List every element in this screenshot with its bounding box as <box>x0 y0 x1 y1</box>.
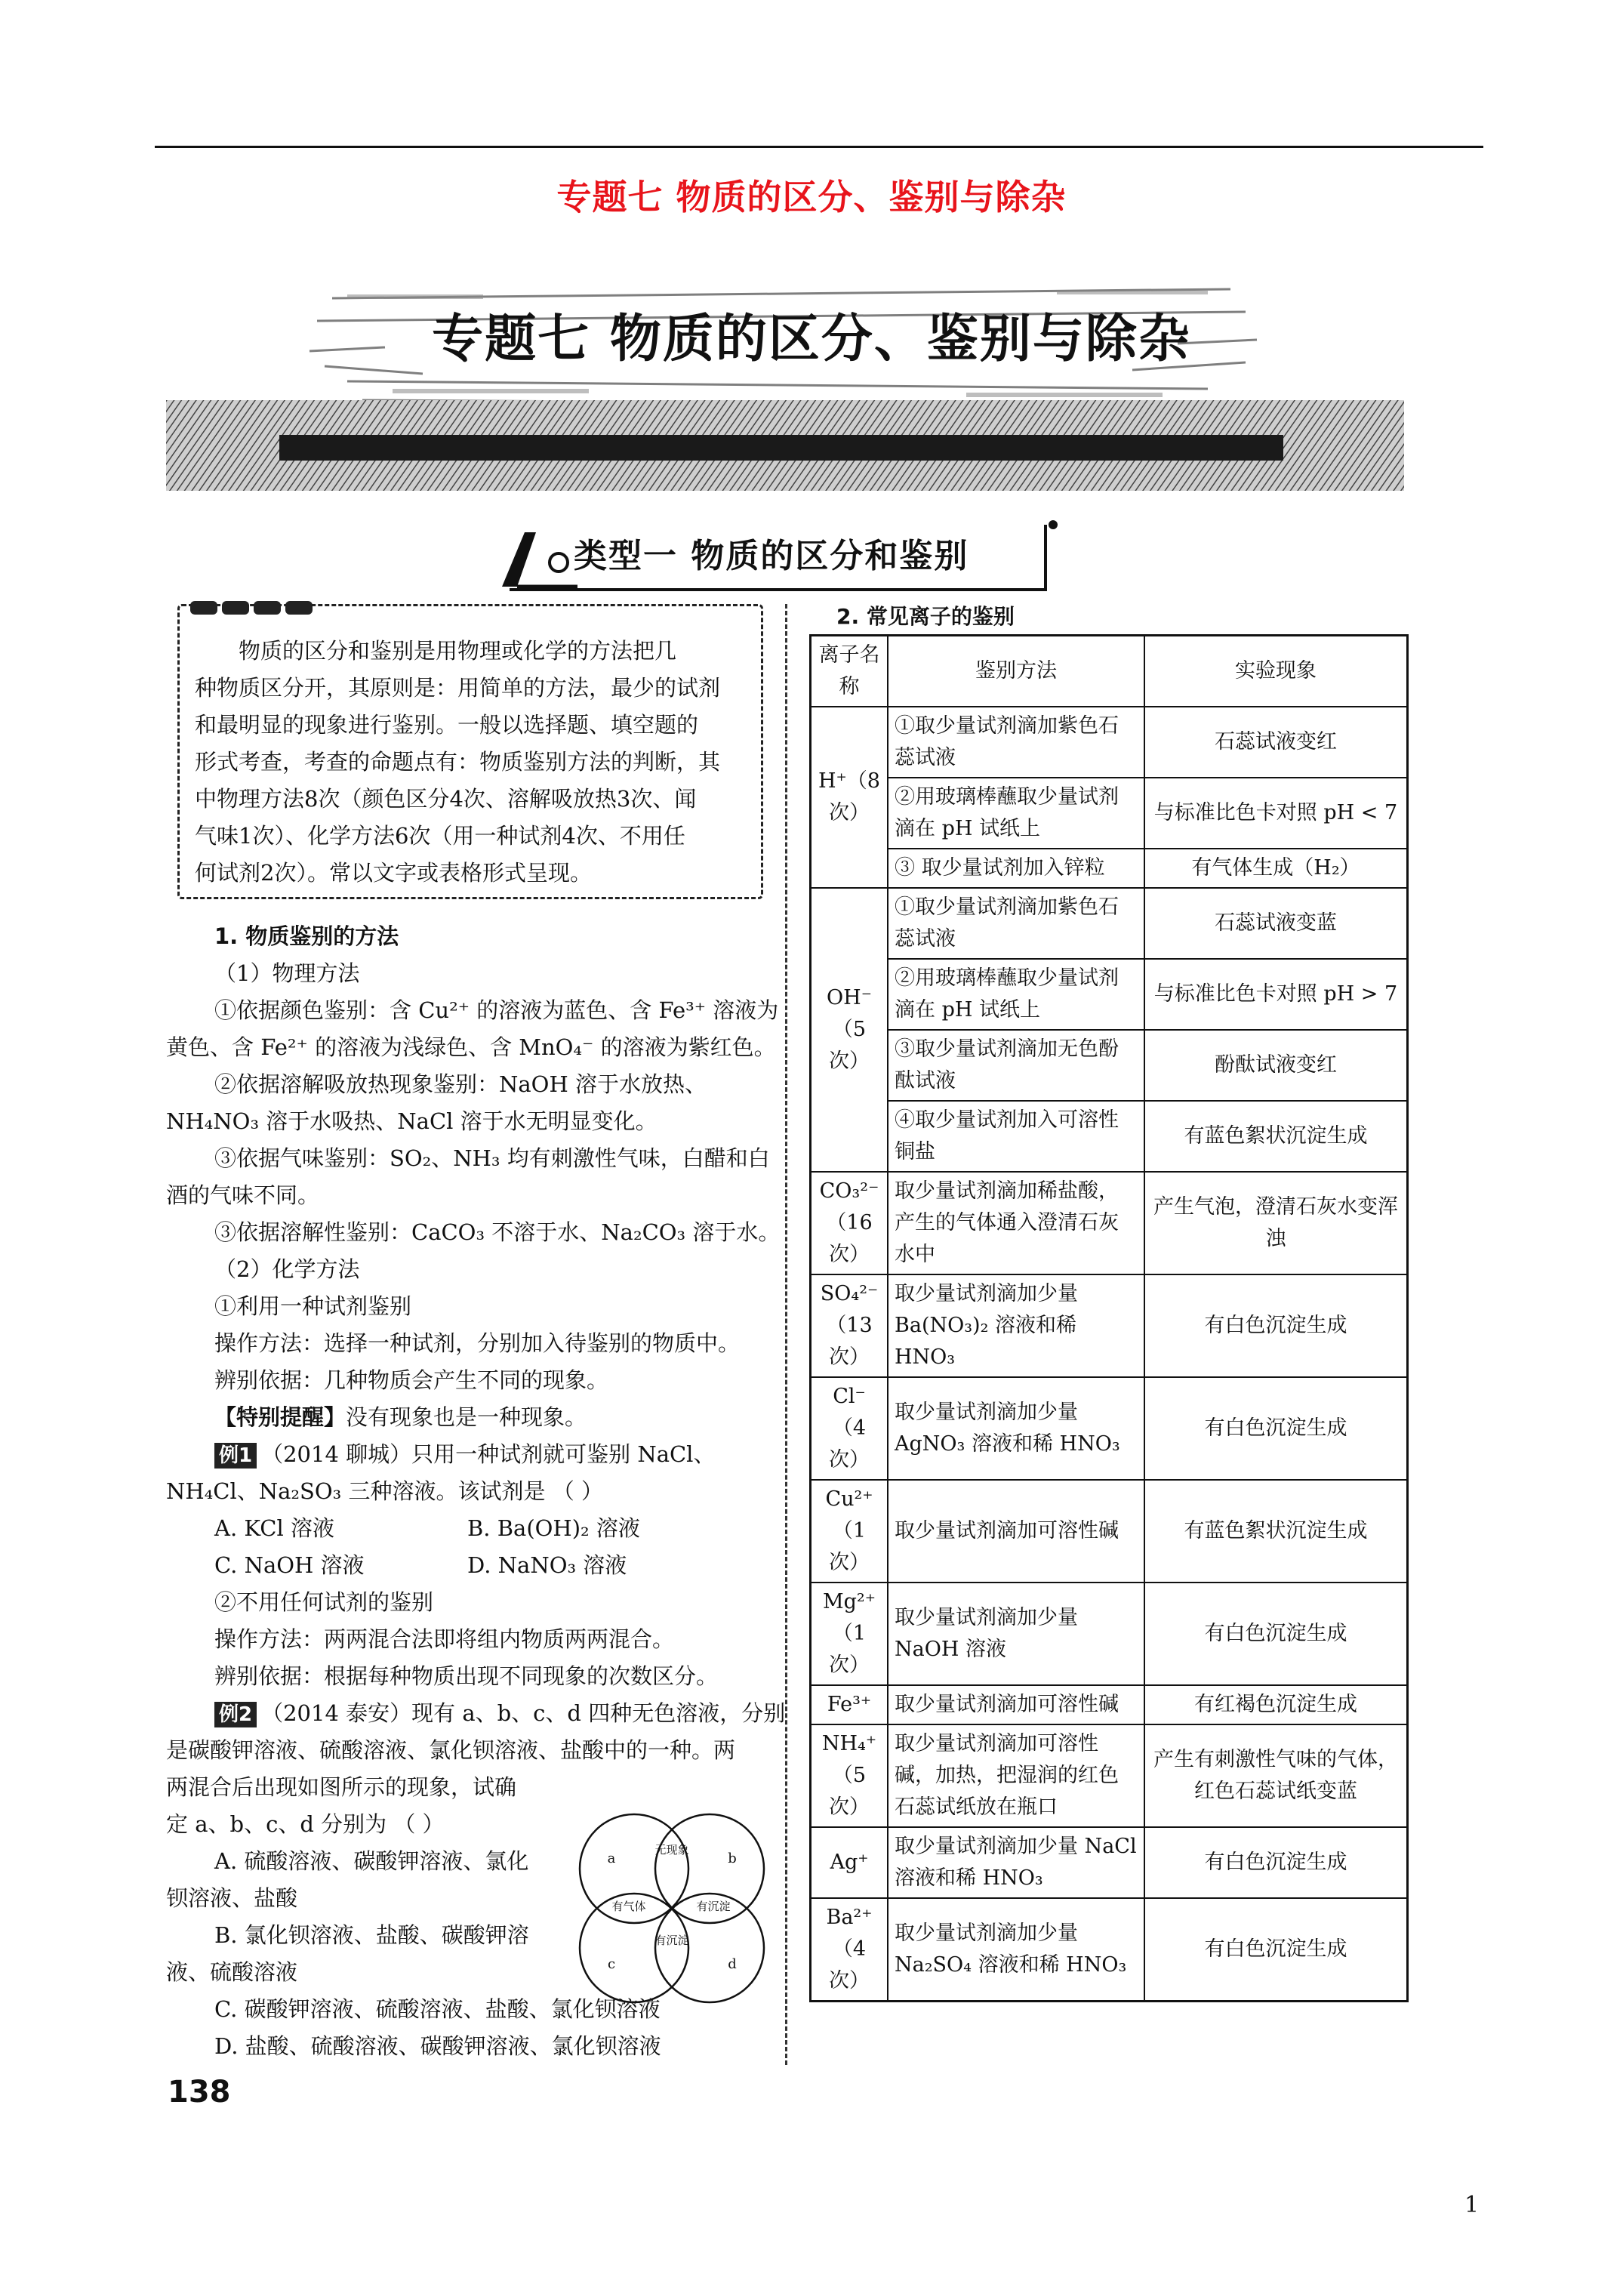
observation-cell: 与标准比色卡对照 pH < 7 <box>1144 778 1408 849</box>
paragraph: 操作方法：选择一种试剂，分别加入待鉴别的物质中。 <box>214 1330 741 1356</box>
note-line: 中物理方法8次（颜色区分4次、溶解吸放热3次、闻 <box>195 786 697 812</box>
ion-cell: Cu²⁺（1次） <box>811 1480 888 1583</box>
ion-cell: Fe³⁺ <box>811 1685 888 1724</box>
note-line: 种物质区分开，其原则是：用简单的方法，最少的试剂 <box>195 675 721 701</box>
note-line: 何试剂2次）。常以文字或表格形式呈现。 <box>195 860 592 886</box>
table-row <box>811 707 1408 778</box>
option-a: A. KCl 溶液 <box>214 1515 334 1541</box>
venn-label-c: c <box>607 1956 616 1972</box>
venn-region-ppt: 有沉淀 <box>696 1900 731 1913</box>
method-cell: ④取少量试剂加入可溶性铜盐 <box>888 1101 1144 1172</box>
special-tip <box>166 1399 770 1436</box>
table-row <box>811 1583 1408 1685</box>
paragraph: ③依据溶解性鉴别：CaCO₃ 不溶于水、Na₂CO₃ 溶于水。 <box>214 1219 781 1245</box>
option-c: C. 碳酸钾溶液、硫酸溶液、盐酸、氯化钡溶液 <box>214 1996 661 2022</box>
venn-label-b: b <box>728 1851 737 1866</box>
paragraph: 辨别依据：几种物质会产生不同的现象。 <box>214 1367 609 1393</box>
observation-cell: 有蓝色絮状沉淀生成 <box>1144 1101 1408 1172</box>
table-row <box>811 1480 1408 1583</box>
observation-cell: 有白色沉淀生成 <box>1144 1583 1408 1685</box>
observation-cell: 产生有刺激性气味的气体，红色石蕊试纸变蓝 <box>1144 1724 1408 1827</box>
table-row <box>811 1172 1408 1274</box>
sheet-number: 1 <box>1464 2192 1480 2218</box>
example-text: （2014 泰安）现有 a、b、c、d 四种无色溶液，分别 <box>261 1700 786 1726</box>
method-cell: 取少量试剂滴加少量 AgNO₃ 溶液和稀 HNO₃ <box>888 1377 1144 1480</box>
right-section-heading: 2. 常见离子的鉴别 <box>836 604 1015 629</box>
paragraph: 酒的气味不同。 <box>166 1182 320 1208</box>
banner-title: 专题七 物质的区分、鉴别与除杂 <box>432 309 1191 369</box>
table-row <box>811 1274 1408 1377</box>
observation-cell: 石蕊试液变红 <box>1144 707 1408 778</box>
observation-cell: 酚酞试液变红 <box>1144 1030 1408 1101</box>
option-b: B. Ba(OH)₂ 溶液 <box>467 1515 640 1541</box>
table-row <box>811 778 1408 849</box>
ion-cell: Cl⁻（4次） <box>811 1377 888 1480</box>
paragraph: ①利用一种试剂鉴别 <box>214 1293 412 1319</box>
option-a: A. 硫酸溶液、碳酸钾溶液、氯化 <box>214 1848 529 1874</box>
section-bar-decoration <box>166 400 1404 491</box>
method-cell: 取少量试剂滴加少量 NaCl 溶液和稀 HNO₃ <box>888 1827 1144 1898</box>
ion-cell: Ba²⁺（4次） <box>811 1898 888 2002</box>
method-cell: 取少量试剂滴加可溶性碱 <box>888 1685 1144 1724</box>
table-row <box>811 1685 1408 1724</box>
observation-cell: 有白色沉淀生成 <box>1144 1274 1408 1377</box>
example-text: 定 a、b、c、d 分别为 （ ） <box>166 1811 445 1837</box>
type-heading-title: 类型一 物质的区分和鉴别 <box>574 537 969 575</box>
method-cell: ②用玻璃棒蘸取少量试剂滴在 pH 试纸上 <box>888 959 1144 1030</box>
document-title: 专题七 物质的区分、鉴别与除杂 <box>556 177 1067 217</box>
method-cell: 取少量试剂滴加少量 Na₂SO₄ 溶液和稀 HNO₃ <box>888 1898 1144 2002</box>
venn-diagram <box>570 1808 774 2008</box>
method-cell: 取少量试剂滴加可溶性碱 <box>888 1480 1144 1583</box>
table-row <box>811 1724 1408 1827</box>
example-1 <box>166 1436 770 1473</box>
table-row <box>811 1101 1408 1172</box>
table-row <box>811 959 1408 1030</box>
ion-cell: SO₄²⁻（13次） <box>811 1274 888 1377</box>
note-box-label-decoration <box>183 598 334 618</box>
observation-cell: 有白色沉淀生成 <box>1144 1827 1408 1898</box>
ion-cell: NH₄⁺（5次） <box>811 1724 888 1827</box>
option-b: 液、硫酸溶液 <box>166 1959 298 1985</box>
paragraph: ①依据颜色鉴别：含 Cu²⁺ 的溶液为蓝色、含 Fe³⁺ 溶液为 <box>214 997 779 1023</box>
method-cell: 取少量试剂滴加少量 Ba(NO₃)₂ 溶液和稀 HNO₃ <box>888 1274 1144 1377</box>
method-cell: 取少量试剂滴加少量 NaOH 溶液 <box>888 1583 1144 1685</box>
note-line: 气味1次）、化学方法6次（用一种试剂4次、不用任 <box>195 823 685 849</box>
page-number: 138 <box>168 2075 231 2110</box>
ion-cell: Mg²⁺（1次） <box>811 1583 888 1685</box>
example-text: NH₄Cl、Na₂SO₃ 三种溶液。该试剂是 （ ） <box>166 1478 603 1504</box>
paragraph: ②不用任何试剂的鉴别 <box>214 1589 434 1615</box>
ion-cell: OH⁻（5次） <box>811 888 888 1172</box>
column-divider <box>785 604 787 2065</box>
paragraph: 操作方法：两两混合法即将组内物质两两混合。 <box>214 1626 675 1652</box>
method-cell: ③ 取少量试剂加入锌粒 <box>888 849 1144 888</box>
header-ion: 离子名称 <box>811 636 888 707</box>
method-cell: ①取少量试剂滴加紫色石蕊试液 <box>888 707 1144 778</box>
note-line: 物质的区分和鉴别是用物理或化学的方法把几 <box>239 638 677 664</box>
example-text: 是碳酸钾溶液、硫酸溶液、氯化钡溶液、盐酸中的一种。两 <box>166 1737 736 1763</box>
option-c: C. NaOH 溶液 <box>214 1552 365 1578</box>
table-header-row <box>811 636 1408 707</box>
method-cell: ②用玻璃棒蘸取少量试剂滴在 pH 试纸上 <box>888 778 1144 849</box>
table-row <box>811 849 1408 888</box>
observation-cell: 与标准比色卡对照 pH > 7 <box>1144 959 1408 1030</box>
observation-cell: 有白色沉淀生成 <box>1144 1377 1408 1480</box>
paragraph: NH₄NO₃ 溶于水吸热、NaCl 溶于水无明显变化。 <box>166 1108 658 1134</box>
method-cell: ①取少量试剂滴加紫色石蕊试液 <box>888 888 1144 959</box>
ion-cell: H⁺（8次） <box>811 707 888 888</box>
table-row <box>811 888 1408 959</box>
table-row <box>811 1827 1408 1898</box>
option-b: B. 氯化钡溶液、盐酸、碳酸钾溶 <box>214 1922 529 1948</box>
venn-label-d: d <box>728 1956 737 1972</box>
paragraph: ②依据溶解吸放热现象鉴别：NaOH 溶于水放热、 <box>214 1071 707 1097</box>
venn-region-none: 无现象 <box>654 1843 689 1857</box>
venn-region-ppt2: 有沉淀 <box>654 1934 689 1947</box>
example-tag: 例2 <box>214 1702 257 1727</box>
example-text: （2014 聊城）只用一种试剂就可鉴别 NaCl、 <box>261 1441 716 1467</box>
header-observation: 实验现象 <box>1144 636 1408 707</box>
table-row <box>811 1030 1408 1101</box>
top-rule <box>155 146 1483 148</box>
note-line: 形式考查，考查的命题点有：物质鉴别方法的判断，其 <box>195 749 721 775</box>
example-2 <box>166 1695 786 1732</box>
example-tag: 例1 <box>214 1443 257 1469</box>
observation-cell: 产生气泡，澄清石灰水变浑浊 <box>1144 1172 1408 1274</box>
options-row <box>166 1547 770 1584</box>
method-cell: ③取少量试剂滴加无色酚酞试液 <box>888 1030 1144 1101</box>
exam-note-text <box>195 633 750 892</box>
paragraph: 黄色、含 Fe²⁺ 的溶液为浅绿色、含 MnO₄⁻ 的溶液为紫红色。 <box>166 1034 776 1060</box>
venn-region-gas: 有气体 <box>611 1900 646 1913</box>
subheading-chemical: （2）化学方法 <box>214 1256 360 1282</box>
tip-text: 没有现象也是一种现象。 <box>346 1404 587 1430</box>
option-a: 钡溶液、盐酸 <box>166 1885 298 1911</box>
observation-cell: 有蓝色絮状沉淀生成 <box>1144 1480 1408 1583</box>
subheading-physical: （1）物理方法 <box>214 960 360 986</box>
options-row <box>166 1510 770 1547</box>
option-d: D. NaNO₃ 溶液 <box>467 1552 627 1578</box>
ion-cell: Ag⁺ <box>811 1827 888 1898</box>
section-heading: 1. 物质鉴别的方法 <box>214 923 399 949</box>
observation-cell: 有白色沉淀生成 <box>1144 1898 1408 2002</box>
example-text: 两混合后出现如图所示的现象，试确 <box>166 1774 517 1800</box>
venn-label-a: a <box>607 1851 616 1866</box>
observation-cell: 有红褐色沉淀生成 <box>1144 1685 1408 1724</box>
paragraph: ③依据气味鉴别：SO₂、NH₃ 均有刺激性气味，白醋和白 <box>214 1145 770 1171</box>
table-row <box>811 1377 1408 1480</box>
observation-cell: 石蕊试液变蓝 <box>1144 888 1408 959</box>
table-row <box>811 1898 1408 2002</box>
option-d: D. 盐酸、硫酸溶液、碳酸钾溶液、氯化钡溶液 <box>214 2033 661 2059</box>
ion-identification-table <box>809 634 1409 2002</box>
header-method: 鉴别方法 <box>888 636 1144 707</box>
tip-label: 【特别提醒】 <box>214 1404 346 1430</box>
ion-cell: CO₃²⁻（16次） <box>811 1172 888 1274</box>
method-cell: 取少量试剂滴加稀盐酸，产生的气体通入澄清石灰水中 <box>888 1172 1144 1274</box>
method-cell: 取少量试剂滴加可溶性碱，加热，把湿润的红色石蕊试纸放在瓶口 <box>888 1724 1144 1827</box>
paragraph: 辨别依据：根据每种物质出现不同现象的次数区分。 <box>214 1663 719 1689</box>
observation-cell: 有气体生成（H₂） <box>1144 849 1408 888</box>
note-line: 和最明显的现象进行鉴别。一般以选择题、填空题的 <box>195 712 699 738</box>
